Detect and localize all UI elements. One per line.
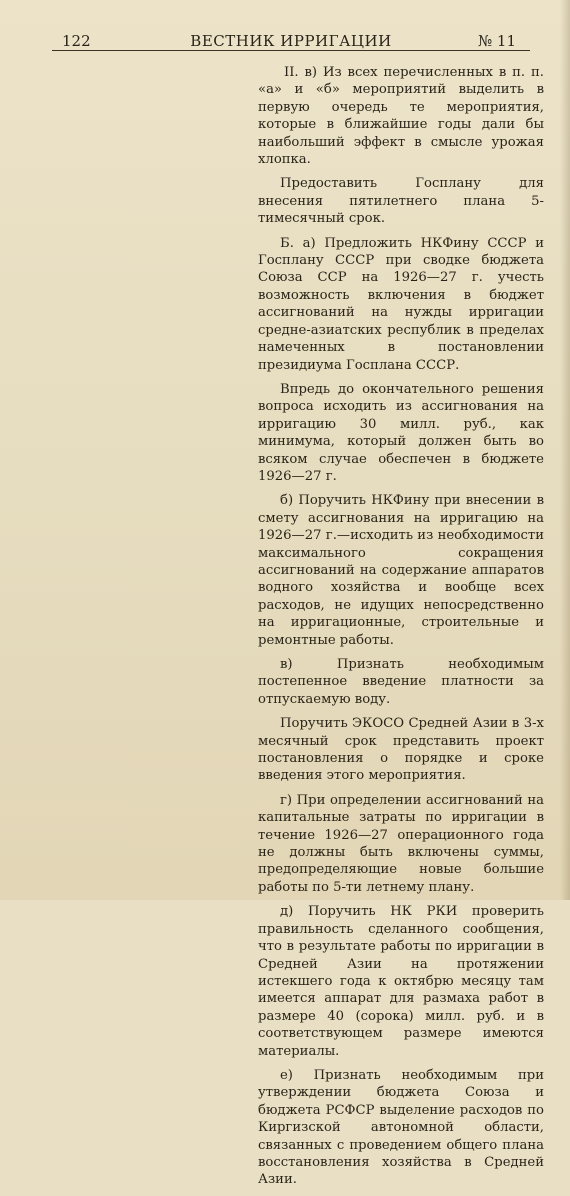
page-number: 122 (62, 32, 91, 50)
paragraph: б) Поручить НКФину при внесении в смету ассигнования на ирригацию на 1926—27 г.—исходить из необходимости максимального сокращения ассигнований на содержание аппаратов водного хозяйства и вообще всех расходов, не идущих непосредственно на ирригационные, строительные и ремонтные работы. (258, 493, 544, 648)
issue-number: № 11 (477, 32, 516, 50)
paragraph: д) Поручить НК РКИ проверить правильность сделанного сообщения, что в результате работы по ирригации в Средней Азии на протяжении истекшего года к октябрю месяцу там имеется аппарат для размаха работ в размере 40 (сорока) милл. руб. и в соответствующем размере имеются материалы. (258, 904, 544, 1059)
text-column (258, 64, 544, 1196)
page-header (52, 30, 530, 51)
paragraph: Б. а) Предложить НКФину СССР и Госплану СССР при сводке бюджета Союза ССР на 1926—27 г. учесть возможность включения в бюджет ассигнований на нужды ирригации средне-азиатских республик в пределах намеченных в постановлении президиума Госплана СССР. (258, 235, 544, 373)
paragraph: г) При определении ассигнований на капитальные затраты по ирригации в течение 1926—27 операционного года не должны быть включены суммы, предопределяющие новые большие работы по 5-ти летнему плану. (258, 792, 544, 895)
paragraph: е) Признать необходимым при утверждении бюджета Союза и бюджета РСФСР выделение расходов по Киргизской автономной области, связанных с проведением общего плана восстановления хозяйства в Средней Азии. (258, 1067, 544, 1188)
paragraph: Поручить ЭКОСО Средней Азии в 3-х месячный срок представить проект постановления о порядке и сроке введения этого мероприятия. (258, 716, 544, 784)
paragraph: II. в) Из всех перечисленных в п. п. «а» и «б» мероприятий выделить в первую очередь те мероприятия, которые в ближайшие годы дали бы наибольший эффект в смысле урожая хлопка. (258, 65, 544, 168)
journal-title: ВЕСТНИК ИРРИГАЦИИ (190, 32, 392, 50)
paragraph: Впредь до окончательного решения вопроса исходить из ассигнования на ирригацию 30 милл. руб., как минимума, который должен быть во всяком случае обеспечен в бюджете 1926—27 г. (258, 381, 544, 484)
paragraph: в) Признать необходимым постепенное введение платности за отпускаемую воду. (258, 657, 544, 707)
paragraph: Предоставить Госплану для внесения пятилетнего плана 5-тимесячный срок. (258, 176, 544, 227)
